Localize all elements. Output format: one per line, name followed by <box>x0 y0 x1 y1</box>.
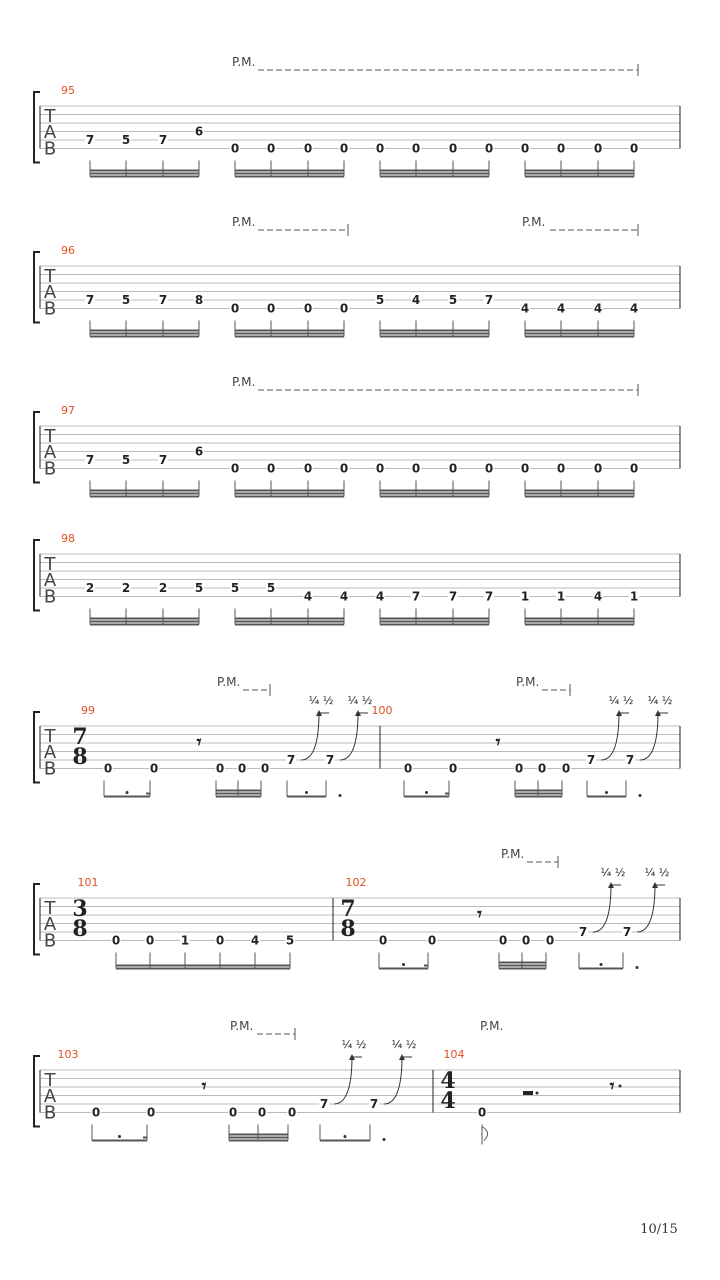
fret-number: 4 <box>556 301 566 316</box>
dot <box>605 791 608 794</box>
tab-clef-letter: A <box>43 1086 57 1108</box>
fret-number: 4 <box>411 293 421 307</box>
tab-clef-letter: T <box>44 1070 56 1091</box>
palm-mute-label: P.M. <box>501 847 525 861</box>
bend-amount: ¼ ½ <box>644 866 670 879</box>
fret-number: 7 <box>286 753 296 767</box>
fret-number: 7 <box>158 133 168 147</box>
fret-number: 0 <box>287 1105 297 1120</box>
fret-number: 0 <box>215 761 225 776</box>
fret-number: 0 <box>230 301 240 316</box>
fret-number: 0 <box>561 761 571 776</box>
fret-number: 0 <box>556 461 566 476</box>
fret-number: 0 <box>411 141 421 156</box>
palm-mute-label: P.M. <box>217 675 241 689</box>
fret-number: 0 <box>266 301 276 316</box>
fret-number: 0 <box>484 461 494 476</box>
fret-number: 7 <box>625 753 635 767</box>
dot <box>425 791 428 794</box>
fret-number: 5 <box>285 933 295 948</box>
dot <box>339 794 342 797</box>
tab-clef-letter: T <box>44 898 56 919</box>
fret-number: 2 <box>121 581 131 595</box>
system-bracket <box>34 252 40 323</box>
fret-number: 0 <box>593 461 603 476</box>
fret-number: 7 <box>85 133 95 147</box>
eighth-rest-icon: 𝄾 <box>477 904 482 925</box>
fret-number: 7 <box>586 753 596 767</box>
fret-number: 7 <box>319 1097 329 1111</box>
fret-number: 0 <box>146 1105 156 1120</box>
measure-number: 97 <box>61 404 75 417</box>
dot <box>305 791 308 794</box>
fret-number: 0 <box>477 1105 487 1120</box>
fret-number: 0 <box>215 933 225 948</box>
dot <box>536 1092 539 1095</box>
fret-number: 5 <box>266 581 276 595</box>
fret-number: 6 <box>194 124 204 139</box>
fret-number: 0 <box>91 1105 101 1120</box>
fret-number: 7 <box>85 453 95 467</box>
dot <box>639 794 642 797</box>
palm-mute-label: P.M. <box>516 675 540 689</box>
time-signature-top: 7 <box>72 724 88 750</box>
fret-number: 5 <box>121 133 131 147</box>
bend-curve <box>640 712 658 760</box>
half-rest-icon <box>523 1091 533 1095</box>
fret-number: 7 <box>448 589 458 604</box>
eighth-rest-icon: 𝄾 <box>196 732 202 753</box>
time-signature-bottom: 8 <box>72 916 88 942</box>
bend-curve <box>301 712 319 760</box>
fret-number: 0 <box>145 933 155 948</box>
fret-number: 0 <box>375 141 385 156</box>
measure-number: 95 <box>61 84 75 97</box>
fret-number: 8 <box>194 293 204 307</box>
eighth-rest-icon: 𝄾 <box>609 1076 615 1097</box>
fret-number: 0 <box>378 933 388 948</box>
fret-number: 0 <box>149 761 159 776</box>
bend-curve <box>340 712 358 760</box>
fret-number: 5 <box>230 581 240 595</box>
fret-number: 0 <box>230 461 240 476</box>
tab-clef-letter: T <box>44 426 56 447</box>
palm-mute-label: P.M. <box>522 215 546 229</box>
fret-number: 4 <box>520 301 530 316</box>
fret-number: 7 <box>578 925 588 939</box>
time-signature-top: 3 <box>72 896 88 922</box>
fret-number: 0 <box>260 761 270 776</box>
fret-number: 0 <box>521 933 531 948</box>
measure-number: 98 <box>61 532 75 545</box>
fret-number: 2 <box>158 581 168 595</box>
fret-number: 5 <box>194 581 204 595</box>
fret-number: 7 <box>484 589 494 604</box>
dot <box>636 966 639 969</box>
page-number: 10/15 <box>640 1222 678 1237</box>
dot <box>344 1135 347 1138</box>
fret-number: 0 <box>303 301 313 316</box>
fret-number: 0 <box>514 761 524 776</box>
eighth-rest-icon: 𝄾 <box>201 1076 207 1097</box>
dot <box>126 791 129 794</box>
bend-amount: ¼ ½ <box>347 694 373 707</box>
dot <box>619 1085 622 1088</box>
bend-curve <box>593 884 611 932</box>
fret-number: 5 <box>121 293 131 307</box>
fret-number: 0 <box>545 933 555 948</box>
eighth-rest-icon: 𝄾 <box>495 732 501 753</box>
fret-number: 0 <box>375 461 385 476</box>
fret-number: 7 <box>325 753 335 767</box>
measure-number: 99 <box>81 704 95 717</box>
measure-number: 96 <box>61 244 75 257</box>
bend-curve <box>384 1056 402 1104</box>
fret-number: 0 <box>339 141 349 156</box>
tab-clef-letter: B <box>43 586 57 608</box>
fret-number: 0 <box>339 301 349 316</box>
time-signature-top: 7 <box>340 896 356 922</box>
palm-mute-label: P.M. <box>232 215 256 229</box>
fret-number: 7 <box>158 453 168 467</box>
fret-number: 4 <box>629 301 639 316</box>
tab-clef-letter: B <box>43 1102 57 1124</box>
fret-number: 0 <box>303 141 313 156</box>
fret-number: 7 <box>484 293 494 307</box>
tab-clef-letter: T <box>44 554 56 575</box>
measure-number: 102 <box>345 876 367 889</box>
bend-amount: ¼ ½ <box>341 1038 367 1051</box>
time-signature-bottom: 8 <box>340 916 356 942</box>
fret-number: 5 <box>448 293 458 307</box>
tab-clef-letter: B <box>43 138 57 160</box>
system-bracket <box>34 884 40 955</box>
measure-number: 103 <box>57 1048 79 1061</box>
tab-clef-letter: A <box>43 742 57 764</box>
palm-mute-label: P.M. <box>232 375 256 389</box>
palm-mute-label: P.M. <box>480 1019 504 1033</box>
tab-clef-letter: B <box>43 298 57 320</box>
fret-number: 4 <box>303 589 313 604</box>
fret-number: 7 <box>369 1097 379 1111</box>
time-signature-bottom: 8 <box>72 744 88 770</box>
palm-mute-label: P.M. <box>232 55 256 69</box>
tab-clef-letter: T <box>44 726 56 747</box>
fret-number: 0 <box>498 933 508 948</box>
tab-clef-letter: B <box>43 758 57 780</box>
bend-amount: ¼ ½ <box>600 866 626 879</box>
tab-clef-letter: A <box>43 570 57 592</box>
fret-number: 4 <box>593 301 603 316</box>
fret-number: 0 <box>103 761 113 776</box>
tab-clef-letter: A <box>43 442 57 464</box>
fret-number: 1 <box>520 589 530 604</box>
fret-number: 0 <box>593 141 603 156</box>
tab-clef-letter: A <box>43 914 57 936</box>
bend-curve <box>334 1056 352 1104</box>
fret-number: 0 <box>339 461 349 476</box>
fret-number: 1 <box>556 589 566 604</box>
measure-number: 101 <box>77 876 99 889</box>
fret-number: 0 <box>111 933 121 948</box>
fret-number: 0 <box>266 461 276 476</box>
fret-number: 0 <box>266 141 276 156</box>
palm-mute-label: P.M. <box>230 1019 254 1033</box>
tab-clef-letter: A <box>43 122 57 144</box>
system-bracket <box>34 540 40 611</box>
system-bracket <box>34 1056 40 1127</box>
dot <box>402 963 405 966</box>
measure-number: 104 <box>443 1048 465 1061</box>
bend-amount: ¼ ½ <box>391 1038 417 1051</box>
fret-number: 5 <box>121 453 131 467</box>
bend-curve <box>637 884 655 932</box>
dot <box>600 963 603 966</box>
fret-number: 7 <box>622 925 632 939</box>
bend-amount: ¼ ½ <box>647 694 673 707</box>
system-bracket <box>34 92 40 163</box>
fret-number: 0 <box>230 141 240 156</box>
dot <box>118 1135 121 1138</box>
dot <box>383 1138 386 1141</box>
fret-number: 0 <box>237 761 247 776</box>
tab-clef-letter: T <box>44 106 56 127</box>
fret-number: 7 <box>411 589 421 604</box>
fret-number: 0 <box>556 141 566 156</box>
fret-number: 0 <box>228 1105 238 1120</box>
fret-number: 0 <box>484 141 494 156</box>
fret-number: 4 <box>339 589 349 604</box>
tab-clef-letter: A <box>43 282 57 304</box>
fret-number: 0 <box>629 461 639 476</box>
fret-number: 7 <box>85 293 95 307</box>
fret-number: 0 <box>257 1105 267 1120</box>
fret-number: 4 <box>375 589 385 604</box>
fret-number: 0 <box>629 141 639 156</box>
bend-amount: ¼ ½ <box>608 694 634 707</box>
fret-number: 0 <box>427 933 437 948</box>
measure-number: 100 <box>371 704 393 717</box>
fret-number: 0 <box>303 461 313 476</box>
tab-clef-letter: T <box>44 266 56 287</box>
fret-number: 0 <box>537 761 547 776</box>
fret-number: 1 <box>180 933 190 948</box>
fret-number: 6 <box>194 444 204 459</box>
fret-number: 5 <box>375 293 385 307</box>
fret-number: 0 <box>520 141 530 156</box>
system-bracket <box>34 712 40 783</box>
fret-number: 7 <box>158 293 168 307</box>
bend-curve <box>601 712 619 760</box>
fret-number: 4 <box>593 589 603 604</box>
fret-number: 0 <box>411 461 421 476</box>
fret-number: 0 <box>448 141 458 156</box>
fret-number: 0 <box>448 761 458 776</box>
fret-number: 2 <box>85 581 95 595</box>
fret-number: 0 <box>520 461 530 476</box>
system-bracket <box>34 412 40 483</box>
tab-clef-letter: B <box>43 930 57 952</box>
fret-number: 0 <box>403 761 413 776</box>
fret-number: 4 <box>250 933 260 948</box>
fret-number: 0 <box>448 461 458 476</box>
time-signature-top: 4 <box>440 1068 456 1094</box>
tab-clef-letter: B <box>43 458 57 480</box>
time-signature-bottom: 4 <box>440 1088 456 1114</box>
half-note-flag <box>482 1127 488 1141</box>
bend-amount: ¼ ½ <box>308 694 334 707</box>
fret-number: 1 <box>629 589 639 604</box>
